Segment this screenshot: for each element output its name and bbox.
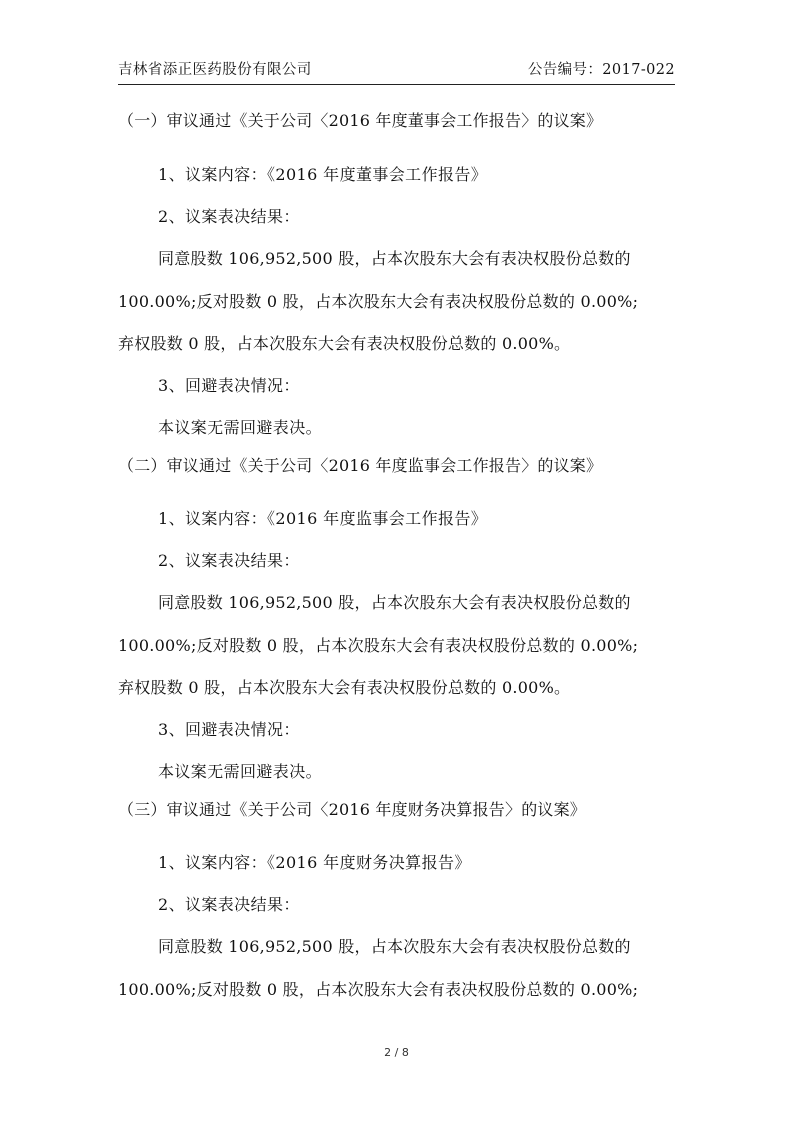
page-header [118,56,675,85]
vote-result-line: 同意股数 106,952,500 股，占本次股东大会有表决权股份总数的 [158,593,631,612]
recusal-heading: 3、回避表决情况： [158,720,300,739]
section-title: （一）审议通过《关于公司〈2016 年度董事会工作报告〉的议案》 [118,111,603,130]
announcement-number: 公告编号：2017-022 [527,62,675,78]
recusal-text: 本议案无需回避表决。 [158,418,323,437]
vote-result-heading: 2、议案表决结果： [158,895,300,914]
section-title: （三）审议通过《关于公司〈2016 年度财务决算报告〉的议案》 [118,800,587,819]
company-name: 吉林省添正医药股份有限公司 [118,62,312,78]
page-number: 2 / 8 [384,1046,409,1059]
vote-result-line: 100.00%;反对股数 0 股，占本次股东大会有表决权股份总数的 0.00%; [118,292,639,311]
vote-result-line: 100.00%;反对股数 0 股，占本次股东大会有表决权股份总数的 0.00%; [118,636,639,655]
vote-result-line: 100.00%;反对股数 0 股，占本次股东大会有表决权股份总数的 0.00%; [118,980,639,999]
motion-content-item: 1、议案内容：《2016 年度监事会工作报告》 [158,509,488,528]
vote-result-line: 弃权股数 0 股，占本次股东大会有表决权股份总数的 0.00%。 [118,678,571,697]
motion-content-item: 1、议案内容：《2016 年度财务决算报告》 [158,853,471,872]
recusal-heading: 3、回避表决情况： [158,376,300,395]
vote-result-line: 同意股数 106,952,500 股，占本次股东大会有表决权股份总数的 [158,249,631,268]
vote-result-heading: 2、议案表决结果： [158,207,300,226]
vote-result-line: 弃权股数 0 股，占本次股东大会有表决权股份总数的 0.00%。 [118,334,571,353]
motion-content-item: 1、议案内容：《2016 年度董事会工作报告》 [158,165,488,184]
vote-result-heading: 2、议案表决结果： [158,551,300,570]
recusal-text: 本议案无需回避表决。 [158,762,323,781]
section-title: （二）审议通过《关于公司〈2016 年度监事会工作报告〉的议案》 [118,456,603,475]
vote-result-line: 同意股数 106,952,500 股，占本次股东大会有表决权股份总数的 [158,937,631,956]
